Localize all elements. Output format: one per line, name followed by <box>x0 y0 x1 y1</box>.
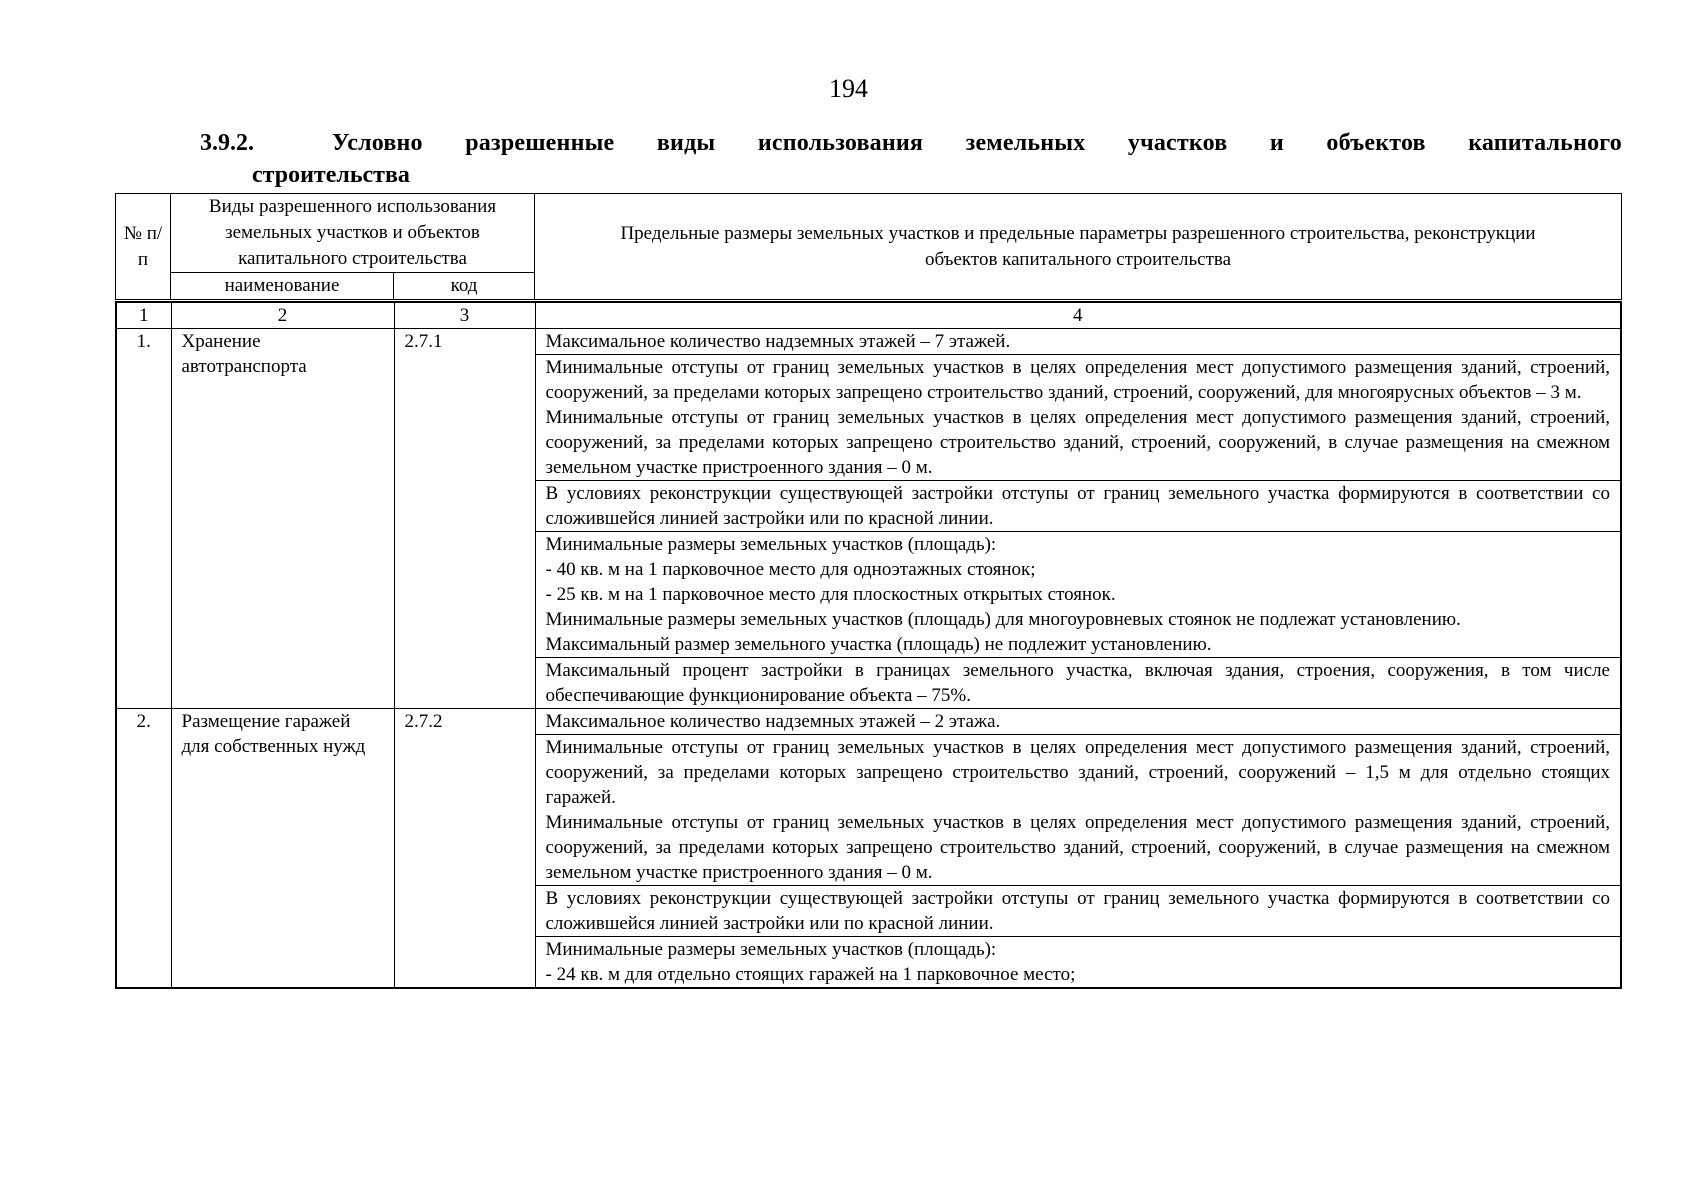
header-col-no: № п/п <box>116 194 171 300</box>
header-col-code: код <box>394 273 535 300</box>
main-table <box>115 301 1622 989</box>
row-param: Минимальные размеры земельных участков (площадь): - 24 кв. м для отдельно стоящих гаражей на 1 парковочное место; <box>535 937 1621 989</box>
row-name: Размещение гаражей для собственных нужд <box>171 709 394 989</box>
row-param: Минимальные размеры земельных участков (площадь): - 40 кв. м на 1 парковочное место для одноэтажных стоянок; - 25 кв. м на 1 парковочное место для плоскостных открытых стоянок. Минимальные размеры земельных участков (площадь) для многоуровневых стоянок не подлежат установлению. Максимальный размер земельного участка (площадь) не подлежит установлению. <box>535 532 1621 658</box>
row-param: В условиях реконструкции существующей застройки отступы от границ земельного участка формируются в соответствии со сложившейся линией застройки или по красной линии. <box>535 481 1621 532</box>
row-number: 1. <box>116 329 171 709</box>
section-title-line2: строительства <box>252 162 410 188</box>
row-param: Максимальное количество надземных этажей – 2 этажа. <box>535 709 1621 735</box>
column-number: 1 <box>116 302 171 329</box>
page-number: 194 <box>829 74 868 103</box>
header-col-group: Виды разрешенного использования земельных участков и объектов капитального строительства <box>171 194 535 273</box>
row-param: Минимальные отступы от границ земельных участков в целях определения мест допустимого размещения зданий, строений, сооружений, за пределами которых запрещено строительство зданий, строений, сооружений – 1,5 м для отдельно стоящих гаражей. Минимальные отступы от границ земельных участков в целях определения мест допустимого размещения зданий, строений, сооружений, за пределами которых запрещено строительство зданий, строений, сооружений, в случае размещения на смежном земельном участке пристроенного здания – 0 м. <box>535 735 1621 886</box>
table-header <box>115 193 1622 300</box>
row-param: Минимальные отступы от границ земельных участков в целях определения мест допустимого размещения зданий, строений, сооружений, за пределами которых запрещено строительство зданий, строений, сооружений, для многоярусных объектов – 3 м. Минимальные отступы от границ земельных участков в целях определения мест допустимого размещения зданий, строений, сооружений, за пределами которых запрещено строительство зданий, строений, сооружений, в случае размещения на смежном земельном участке пристроенного здания – 0 м. <box>535 355 1621 481</box>
table-row <box>116 329 1621 355</box>
row-param: Максимальный процент застройки в границах земельного участка, включая здания, строения, сооружения, в том числе обеспечивающие функционирование объекта – 75%. <box>535 658 1621 709</box>
row-param: Максимальное количество надземных этажей – 7 этажей. <box>535 329 1621 355</box>
section-number: 3.9.2. <box>200 130 254 156</box>
row-name: Хранение автотранспорта <box>171 329 394 709</box>
column-numbers-row <box>116 302 1621 329</box>
column-number: 4 <box>535 302 1621 329</box>
row-number: 2. <box>116 709 171 989</box>
table-row <box>116 709 1621 735</box>
row-param: В условиях реконструкции существующей застройки отступы от границ земельного участка формируются в соответствии со сложившейся линией застройки или по красной линии. <box>535 886 1621 937</box>
column-number: 2 <box>171 302 394 329</box>
row-code: 2.7.2 <box>394 709 535 989</box>
header-col-name: наименование <box>171 273 394 300</box>
section-heading <box>200 127 1622 191</box>
header-col-params: Предельные размеры земельных участков и предельные параметры разрешенного строительства, реконструкции объектов капитального строительства <box>535 194 1622 300</box>
section-title-line1: Условно разрешенные виды использования земельных участков и объектов капитального <box>332 130 1622 156</box>
column-number: 3 <box>394 302 535 329</box>
row-code: 2.7.1 <box>394 329 535 709</box>
